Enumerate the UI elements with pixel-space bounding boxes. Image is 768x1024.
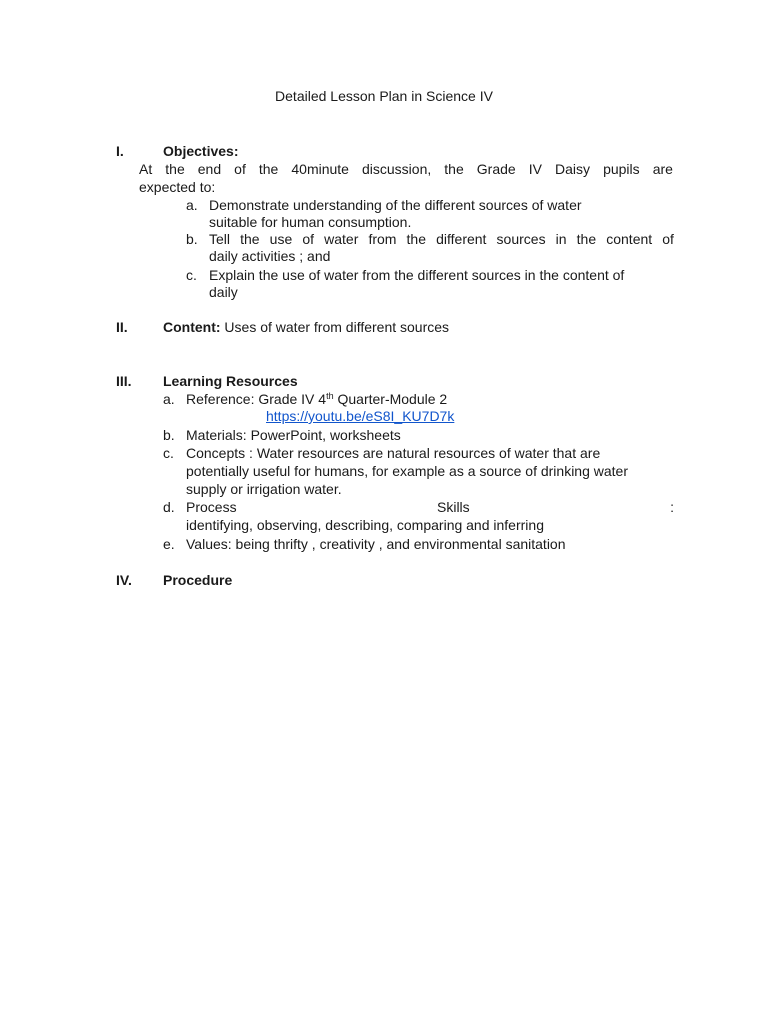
objective-b-word: from (368, 231, 397, 247)
reference-link[interactable]: https://youtu.be/eS8I_KU7D7k (266, 408, 455, 424)
objective-b-word: different (436, 231, 487, 247)
content-line (163, 318, 449, 336)
intro-word: 40minute (291, 161, 349, 177)
objective-a-letter: a. (186, 197, 198, 213)
intro-word: Daisy (555, 161, 591, 177)
objectives-intro-line2: expected to: (139, 179, 216, 195)
intro-word: At (139, 161, 153, 177)
intro-word: end (197, 161, 222, 177)
process-line1 (186, 498, 674, 516)
content-text: Uses of water from different sources (220, 319, 450, 335)
objective-b-word: of (662, 231, 674, 247)
intro-word: the (444, 161, 464, 177)
resources-heading: Learning Resources (163, 373, 298, 389)
objective-b-word: sources (496, 231, 546, 247)
reference-line (186, 390, 447, 408)
concepts-line3: supply or irrigation water. (186, 481, 342, 497)
objective-a-line2: suitable for human consumption. (209, 214, 412, 230)
objective-b-word: the (240, 231, 260, 247)
intro-word: discussion, (362, 161, 432, 177)
reference-text-after: Quarter-Module 2 (333, 391, 448, 407)
process-word-process: Process (186, 499, 237, 515)
resource-c-letter: c. (163, 445, 174, 461)
intro-word: IV (528, 161, 542, 177)
objective-c-line2: daily (209, 284, 238, 300)
objective-b-word: content (606, 231, 653, 247)
process-colon: : (670, 499, 674, 515)
section-numeral-content: II. (116, 319, 128, 335)
objectives-intro-line1 (139, 160, 673, 178)
resource-a-letter: a. (163, 391, 175, 407)
objective-b-word: water (324, 231, 359, 247)
objective-c-letter: c. (186, 267, 197, 283)
objective-b-word: the (406, 231, 427, 247)
process-line2: identifying, observing, describing, comparing and inferring (186, 517, 544, 533)
objective-b-line2: daily activities ; and (209, 248, 331, 264)
objective-b-word: use (269, 231, 293, 247)
objective-b-line1 (209, 230, 674, 248)
resource-e-letter: e. (163, 536, 175, 552)
intro-word: are (652, 161, 673, 177)
section-numeral-resources: III. (116, 373, 132, 389)
materials-text: Materials: PowerPoint, worksheets (186, 427, 401, 443)
intro-word: pupils (603, 161, 640, 177)
reference-text-before: Reference: Grade IV 4 (186, 391, 327, 407)
objective-c-line1: Explain the use of water from the different sources in the content of (209, 267, 625, 283)
resource-d-letter: d. (163, 499, 175, 515)
intro-word: the (258, 161, 279, 177)
objective-a-line1: Demonstrate understanding of the different sources of water (209, 197, 582, 213)
content-heading: Content: (163, 319, 221, 335)
objective-b-word: Tell (209, 231, 231, 247)
objective-b-word: of (302, 231, 315, 247)
objective-b-word: the (576, 231, 597, 247)
reference-link-wrap (266, 407, 454, 425)
section-numeral-objectives: I. (116, 143, 124, 159)
values-text: Values: being thrifty , creativity , and environmental sanitation (186, 536, 566, 552)
objective-b-word: in (555, 231, 567, 247)
intro-word: of (234, 161, 246, 177)
reference-superscript: th (326, 391, 334, 401)
intro-word: Grade (476, 161, 516, 177)
procedure-heading: Procedure (163, 572, 233, 588)
process-word-skills: Skills (437, 499, 470, 515)
section-numeral-procedure: IV. (116, 572, 132, 588)
document-title: Detailed Lesson Plan in Science IV (275, 88, 493, 104)
objective-b-letter: b. (186, 231, 198, 247)
intro-word: the (165, 161, 185, 177)
concepts-line2: potentially useful for humans, for example as a source of drinking water (186, 463, 629, 479)
objectives-heading: Objectives: (163, 143, 239, 159)
resource-b-letter: b. (163, 427, 175, 443)
concepts-line1: Concepts : Water resources are natural resources of water that are (186, 445, 601, 461)
